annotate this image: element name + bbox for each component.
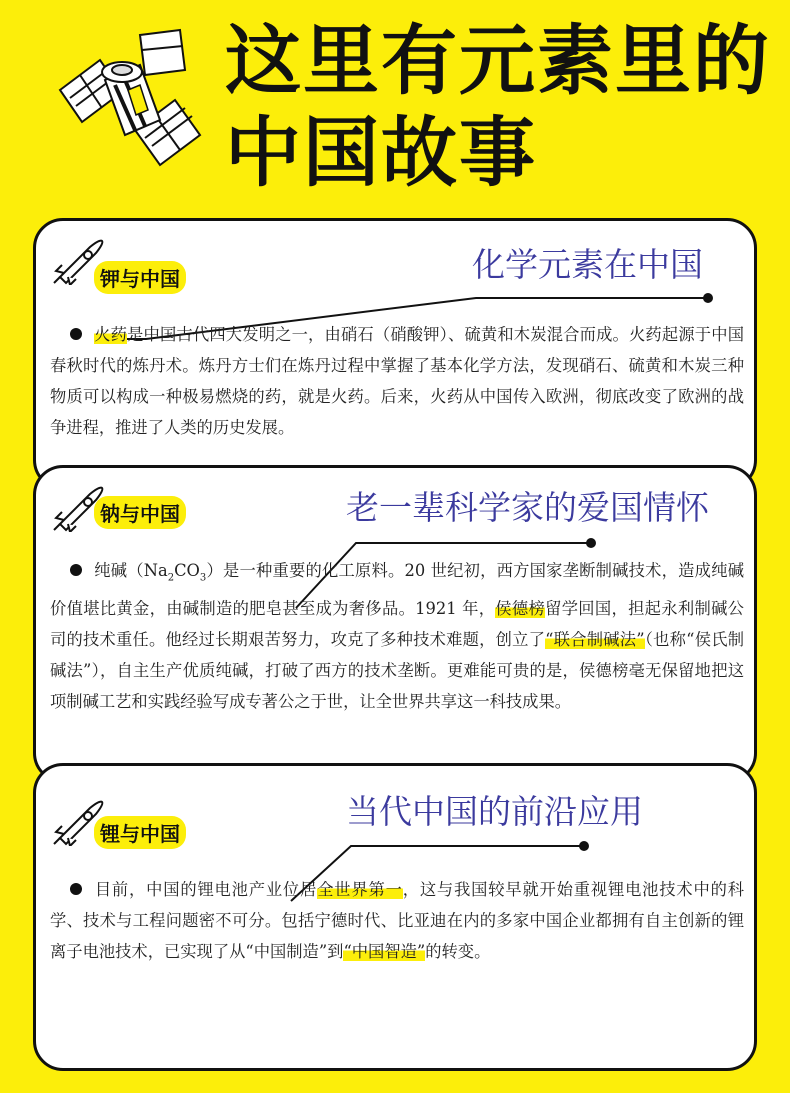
paragraph-text: 纯碱（Na (94, 561, 168, 580)
section-heading: 老一辈科学家的爱国情怀 (346, 488, 709, 527)
page-title (225, 15, 785, 199)
paragraph-text: 是中国古代四大发明之一，由硝石（硝酸钾）、硫黄和木炭混合而成。火药起源于中国春秋时代的炼丹术。炼丹方士们在炼丹过程中掌握了基本化学方法，发现硝石、硫黄和木炭三种物质可以构成一种极易燃烧的药，就是火药。后来，火药从中国传入欧洲，彻底改变了欧洲的战争进程，推进了人类的历史发展。 (50, 325, 744, 437)
section-paragraph (50, 555, 744, 717)
paragraph-text: 目前，中国的锂电池产业位居 (94, 880, 318, 899)
section-paragraph (50, 319, 744, 443)
section-paragraph (50, 874, 744, 967)
section-card-lithium (33, 763, 757, 1071)
section-tag: 钠与中国 (94, 496, 186, 529)
highlight-text: 火药 (94, 325, 128, 344)
paragraph-text: ）是一种重要的化工原料。20 世纪初，西方国家垄断制碱技术，造成纯碱价值堪比黄金，由碱制造的肥皂甚至成为奢侈品。1921 年， (50, 561, 744, 619)
title-line-1: 这里有元素里的 (225, 16, 771, 105)
highlight-text: “中国智造” (343, 942, 426, 961)
paragraph-text: （也称“侯氏制碱法”），自主生产优质纯碱，打破了西方的技术垄断。更难能可贵的是，侯德榜毫无保留地把这项制碱工艺和实践经验写成专著公之于世，让全世界共享这一科技成果。 (50, 630, 744, 712)
title-line-2: 中国故事 (225, 108, 537, 197)
section-tag: 钾与中国 (94, 261, 186, 294)
paragraph-text: ，这与我国较早就开始重视锂电池技术中的科学、技术与工程问题密不可分。包括宁德时代、比亚迪在内的多家中国企业都拥有自主创新的锂离子电池技术，已实现了从“中国制造”到 (50, 880, 744, 961)
bullet-icon (70, 564, 82, 576)
subscript: 2 (167, 572, 175, 584)
highlight-text: 全世界第一 (317, 880, 403, 899)
bullet-icon (70, 328, 82, 340)
section-card-sodium (33, 465, 757, 783)
section-heading: 当代中国的前沿应用 (346, 792, 643, 831)
paragraph-text: 留学回国，担起永利制碱公司的技术重任。他经过长期艰苦努力，攻克了多种技术难题，创立了 (50, 599, 744, 650)
section-tag: 锂与中国 (94, 816, 186, 849)
section-heading: 化学元素在中国 (472, 245, 703, 284)
bullet-icon (70, 883, 82, 895)
subscript: 3 (199, 572, 207, 584)
paragraph-text: 的转变。 (425, 942, 491, 961)
satellite-icon (40, 20, 215, 195)
highlight-text: 侯德榜 (495, 599, 546, 619)
section-card-potassium (33, 218, 757, 490)
highlight-text: “联合制碱法” (545, 630, 645, 650)
paragraph-text: CO (174, 561, 200, 580)
